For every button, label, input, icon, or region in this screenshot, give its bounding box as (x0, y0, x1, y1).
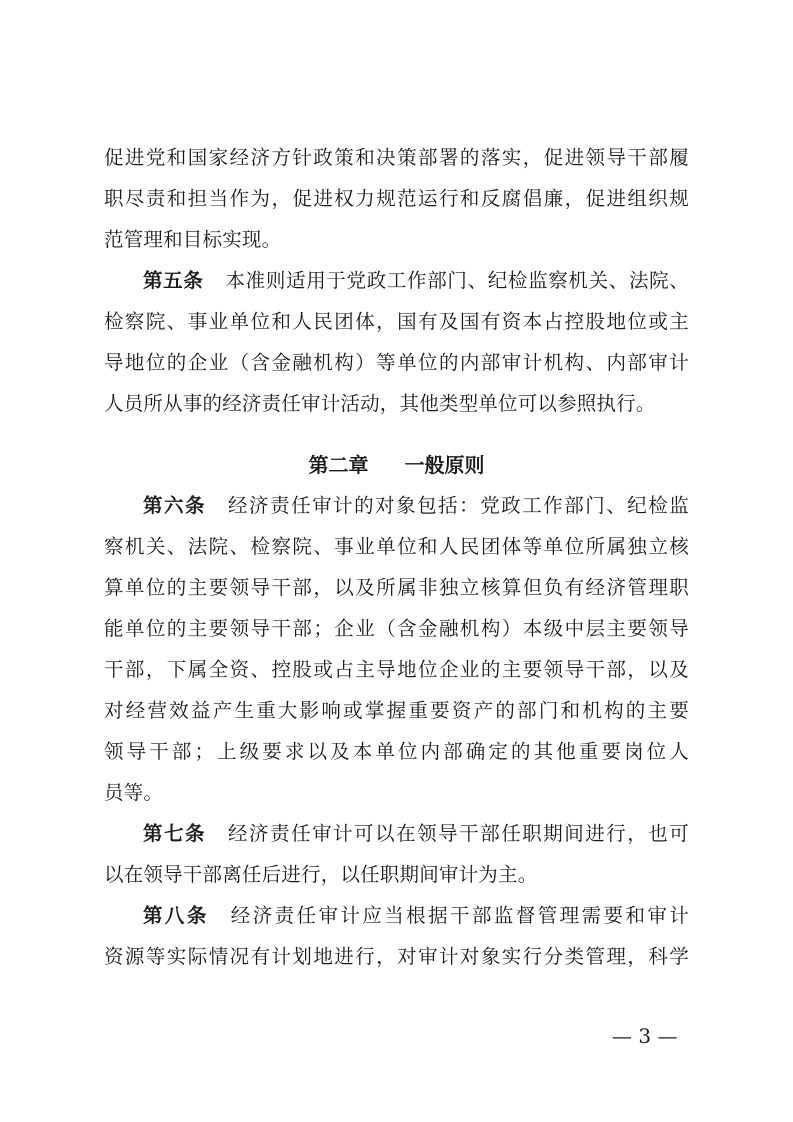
chapter-heading (104, 451, 689, 479)
text-span: 本准则适用于党政工作部门、纪检监察机关、法院、 (225, 269, 689, 292)
text-line: 职尽责和担当作为，促进权力规范运行和反腐倡廉，促进组织规 (104, 187, 689, 210)
article-heading: 第七条 (143, 822, 207, 845)
text-line: 以在领导干部离任后进行，以任职期间审计为主。 (104, 863, 538, 886)
text-line (143, 902, 689, 930)
text-line: 对经营效益产生重大影响或掌握重要资产的部门和机构的主要 (104, 699, 689, 722)
text-line: 人员所从事的经济责任审计活动，其他类型单位可以参照执行。 (104, 392, 656, 415)
article-heading: 第五条 (143, 269, 204, 292)
text-line (143, 492, 689, 520)
text-span: 经济责任审计可以在领导干部任职期间进行，也可 (228, 822, 689, 845)
text-line: 资源等实际情况有计划地进行，对审计对象实行分类管理，科学 (104, 945, 689, 968)
text-line: 领导干部；上级要求以及本单位内部确定的其他重要岗位人 (104, 740, 689, 763)
text-line: 能单位的主要领导干部；企业（含金融机构）本级中层主要领导 (104, 617, 689, 640)
text-line: 促进党和国家经济方针政策和决策部署的落实，促进领导干部履 (104, 146, 689, 169)
article-heading: 第八条 (143, 904, 209, 927)
text-line: 导地位的企业（含金融机构）等单位的内部审计机构、内部审计 (104, 351, 689, 374)
text-line: 干部，下属全资、控股或占主导地位企业的主要领导干部，以及 (104, 658, 689, 681)
chapter-number: 第二章 (308, 453, 369, 477)
text-line: 算单位的主要领导干部，以及所属非独立核算但负有经济管理职 (104, 576, 689, 599)
text-line (143, 267, 689, 295)
page-number: — 3 — (612, 1024, 678, 1048)
text-span: 经济责任审计应当根据干部监督管理需要和审计 (230, 904, 689, 927)
text-line: 范管理和目标实现。 (104, 228, 282, 251)
article-heading: 第六条 (143, 494, 207, 517)
text-line: 员等。 (104, 781, 164, 804)
text-line: 察机关、法院、检察院、事业单位和人民团体等单位所属独立核 (104, 535, 689, 558)
chapter-title: 一般原则 (404, 453, 485, 477)
text-line: 检察院、事业单位和人民团体，国有及国有资本占控股地位或主 (104, 310, 689, 333)
text-span: 经济责任审计的对象包括：党政工作部门、纪检监 (228, 494, 689, 517)
text-line (143, 820, 689, 848)
